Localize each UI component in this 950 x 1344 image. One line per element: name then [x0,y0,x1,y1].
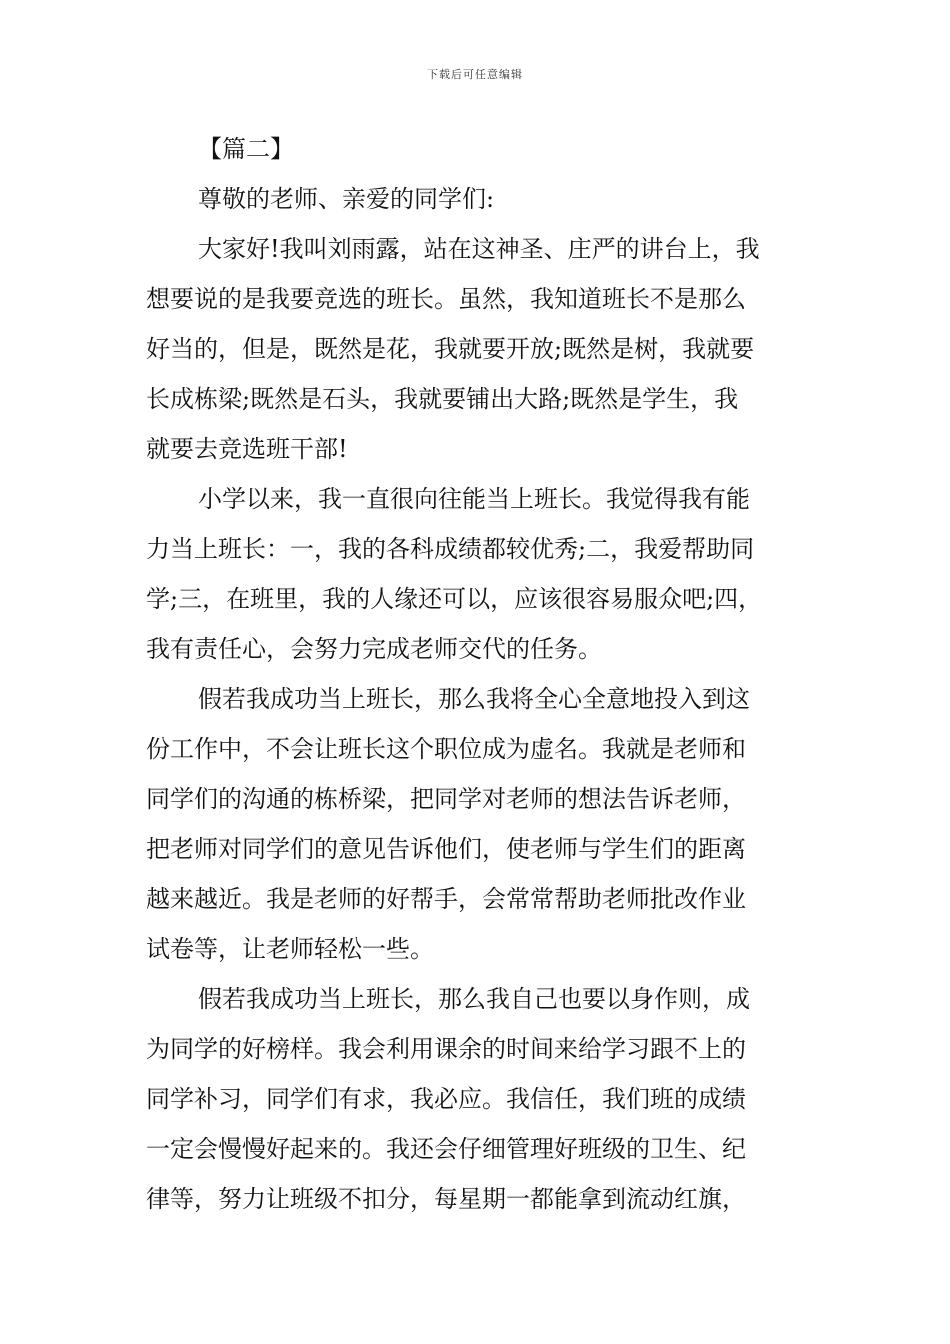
paragraph-line: 份工作中，不会让班长这个职位成为虚名。我就是老师和 [146,735,746,763]
paragraph-line: 同学补习，同学们有求，我必应。我信任，我们班的成绩 [146,1085,746,1113]
paragraph-line: 力当上班长：一，我的各科成绩都较优秀;二，我爱帮助同 [146,535,755,563]
paragraph-3 [146,674,818,974]
paragraph-line: 律等，努力让班级不扣分，每星期一都能拿到流动红旗， [146,1185,746,1213]
paragraph-line: 把老师对同学们的意见告诉他们，使老师与学生们的距离 [146,835,746,863]
paragraph-1 [146,224,818,474]
paragraph-line: 越来越近。我是老师的好帮手，会常常帮助老师批改作业 [146,885,746,913]
paragraph-line: 小学以来，我一直很向往能当上班长。我觉得我有能 [198,485,750,513]
salutation: 尊敬的老师、亲爱的同学们: [198,185,495,213]
paragraph-line: 为同学的好榜样。我会利用课余的时间来给学习跟不上的 [146,1035,746,1063]
paragraph-line: 试卷等，让老师轻松一些。 [146,935,434,963]
paragraph-line: 大家好!我叫刘雨露，站在这神圣、庄严的讲台上，我 [198,235,760,263]
document-body [146,124,818,1224]
paragraph-line: 好当的，但是，既然是花，我就要开放;既然是树，我就要 [146,335,755,363]
paragraph-line: 学;三，在班里，我的人缘还可以，应该很容易服众吧;四， [146,585,763,613]
paragraph-line: 长成栋梁;既然是石头，我就要铺出大路;既然是学生，我 [146,385,739,413]
page-header: 下载后可任意编辑 [427,68,523,81]
paragraph-line: 我有责任心，会努力完成老师交代的任务。 [146,635,602,663]
paragraph-line: 假若我成功当上班长，那么我将全心全意地投入到这 [198,685,750,713]
paragraph-line: 假若我成功当上班长，那么我自己也要以身作则，成 [198,985,750,1013]
paragraph-line: 同学们的沟通的栋桥梁，把同学对老师的想法告诉老师， [146,785,746,813]
paragraph-line: 想要说的是我要竞选的班长。虽然，我知道班长不是那么 [146,285,746,313]
paragraph-4 [146,974,818,1224]
paragraph-line: 一定会慢慢好起来的。我还会仔细管理好班级的卫生、纪 [146,1135,746,1163]
paragraph-line: 就要去竞选班干部! [146,435,348,463]
section-heading: 【篇二】 [198,135,294,163]
paragraph-2 [146,474,818,674]
